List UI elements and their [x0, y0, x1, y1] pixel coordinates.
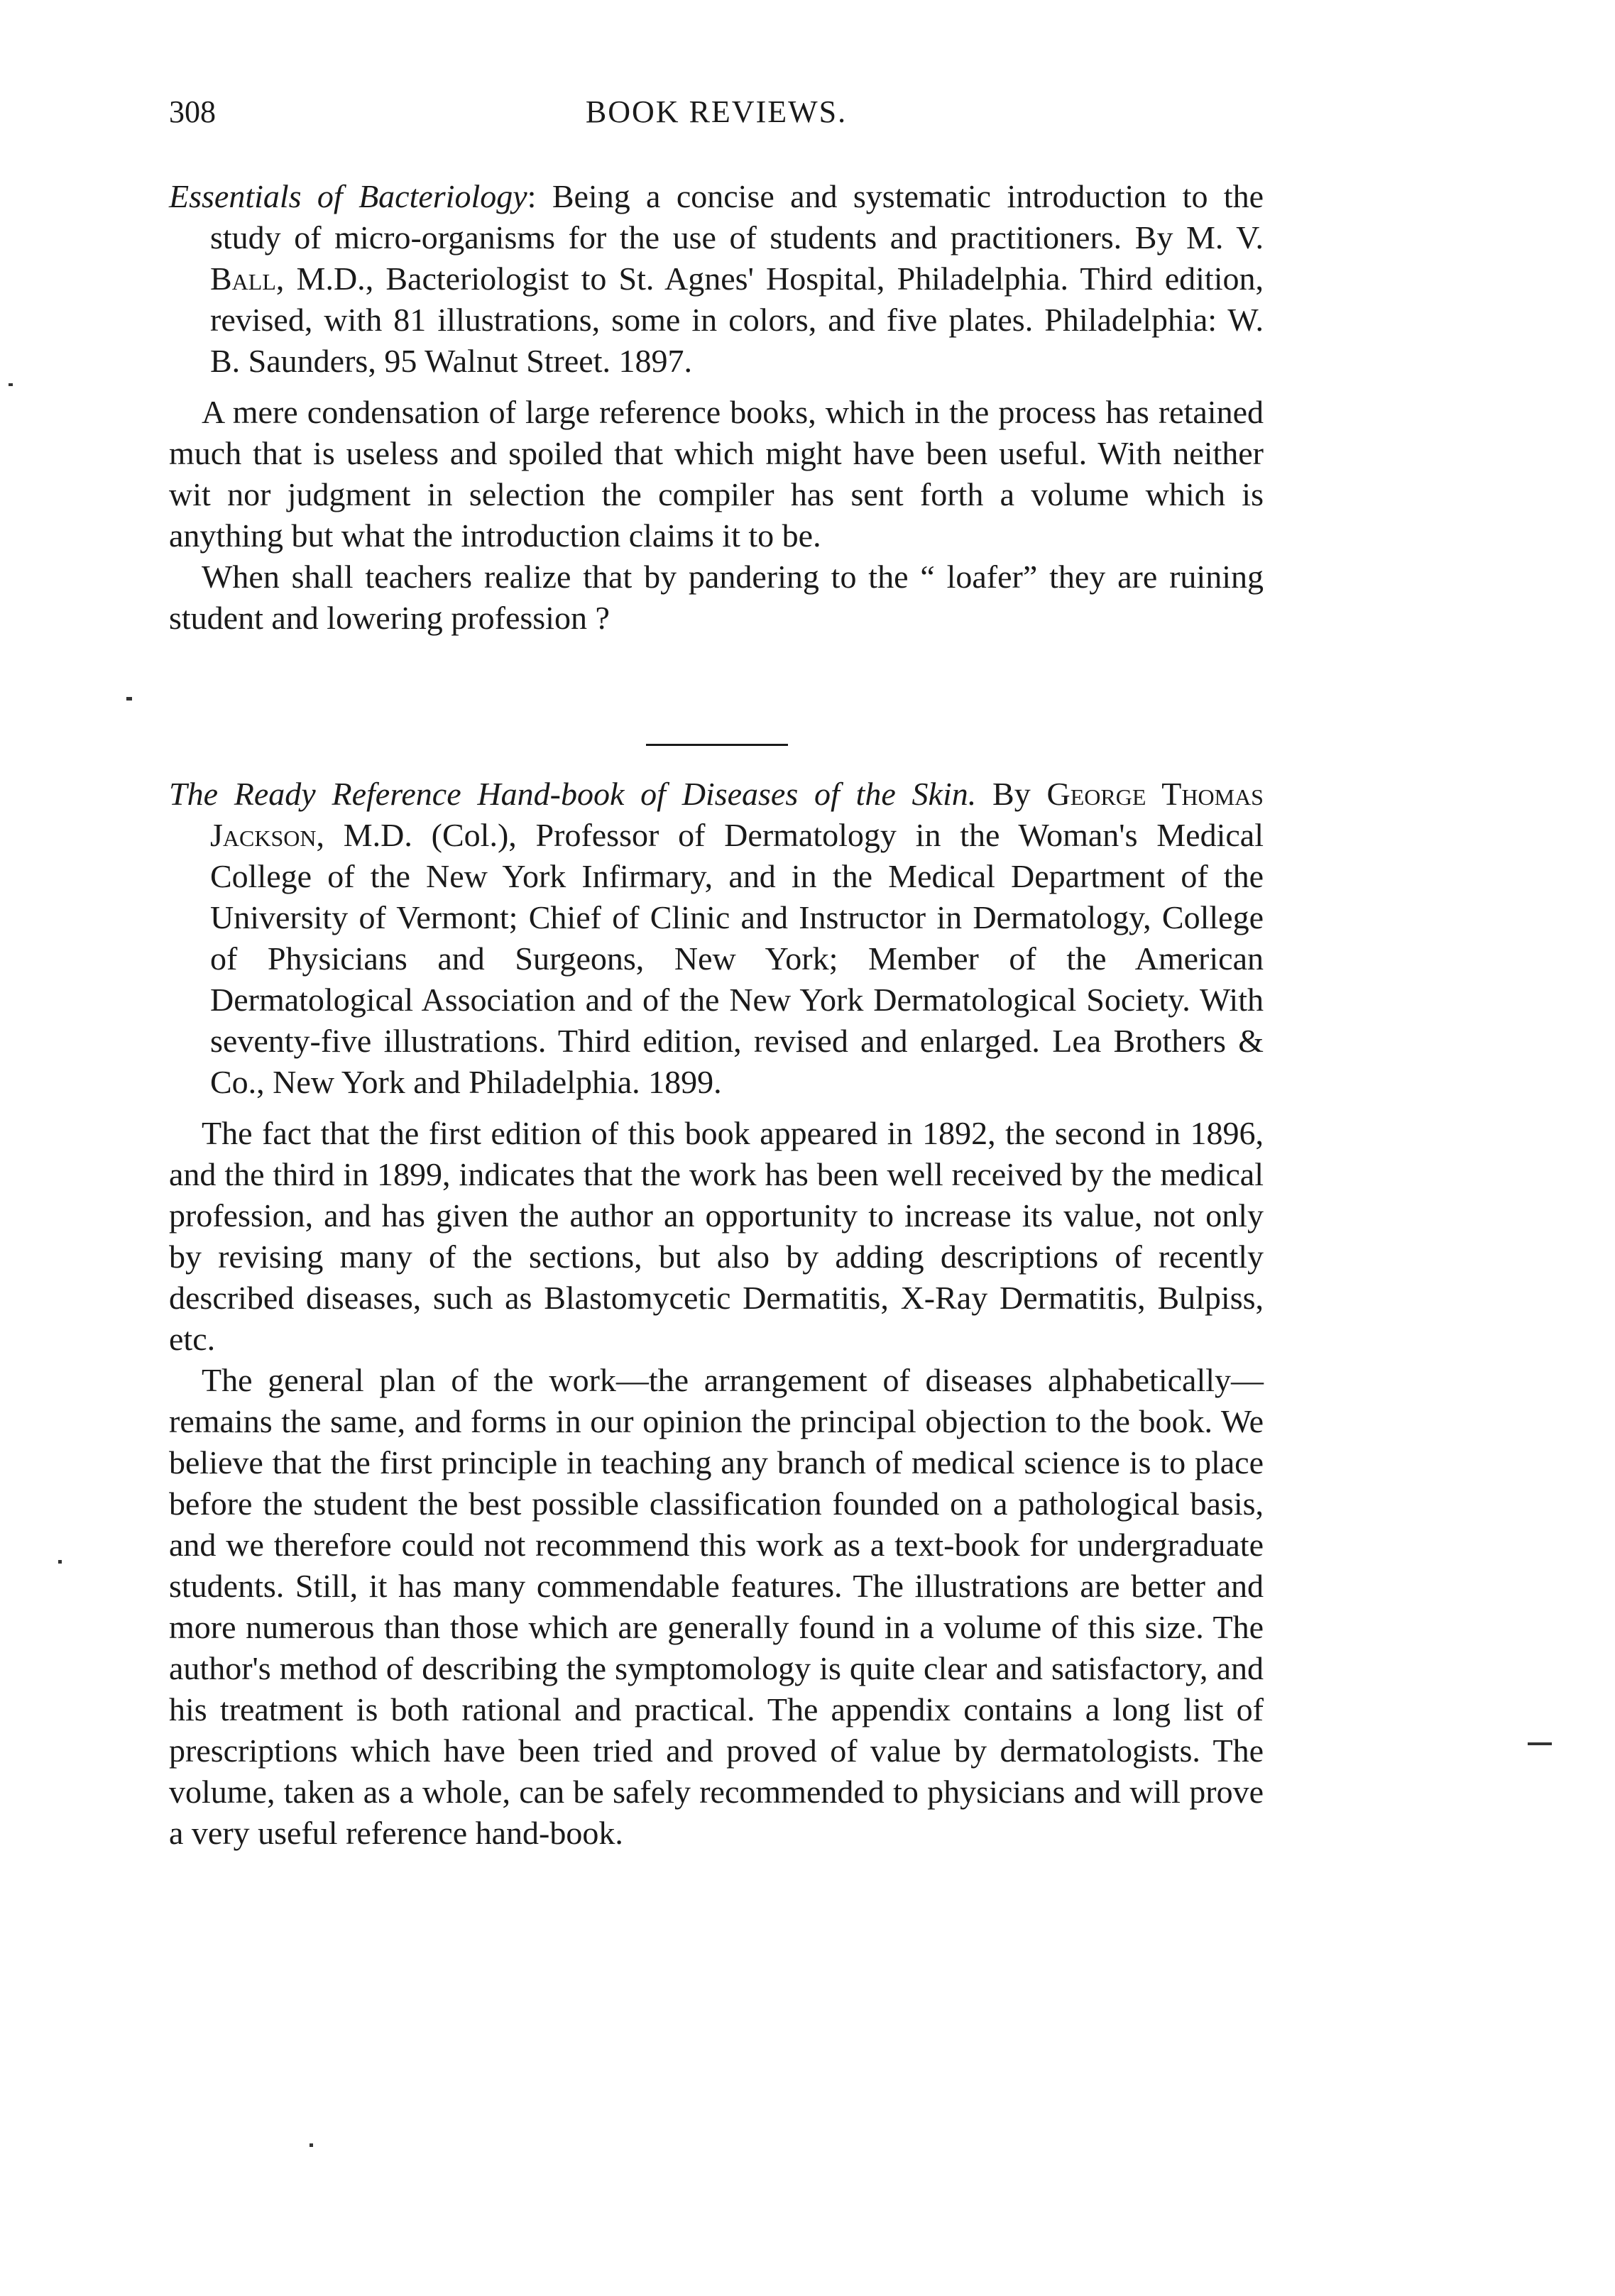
review-paragraph: The general plan of the work—the arrangement of diseases alphabetically—remains the same, and forms in our opinion the principal objection to the book. We believe that the first principle in teaching any branch of medical science is to place before the student the best possible classification founded on a pathological basis, and we therefore could not recommend this work as a text-book for undergraduate students. Still, it has many commendable features. The illustrations are better and more numerous than those which are generally found in a volume of this size. The author's method of describing the symptomology is quite clear and satisfactory, and his treatment is both rational and practical. The appendix contains a long list of prescriptions which have been tried and proved of value by dermatologists. The volume, taken as a whole, can be safely recommended to physicians and will prove a very useful reference hand-book.: [169, 1362, 1264, 1851]
scan-speck: [58, 1560, 62, 1564]
scan-speck: [310, 2143, 313, 2147]
heading-text: By: [976, 776, 1047, 812]
review-heading: [169, 774, 1264, 1103]
page-number: 308: [169, 94, 216, 129]
heading-text: , M.D. (Col.), Professor of Dermatology in the Woman's Medical College of the New York Infirmary, and in the Medical Department of the University of Vermont; Chief of Clinic and Instructor in Dermatology, College of Physicians and Surgeons, New York; Member of the American Dermatological Association and of the New York Dermatological Society. With seventy-five illustrations. Third edition, revised and enlarged. Lea Brothers & Co., New York and Philadelphia. 1899.: [210, 817, 1264, 1100]
running-title: BOOK REVIEWS.: [585, 94, 848, 129]
heading-text: : Being a concise and systematic introduction to the study of micro-organisms for the use of students and practitioners. By: [210, 178, 1264, 256]
margin-dash: [1528, 1742, 1552, 1745]
book-title: Essentials of Bacteriology: [169, 178, 527, 214]
review-paragraph: The fact that the first edition of this book appeared in 1892, the second in 1896, and the third in 1899, indicates that the work has been well received by the medical profession, and has given the author an opportunity to increase its value, not only by revising many of the sections, but also by adding descriptions of recently described diseases, such as Blastomycetic Dermatitis, X-Ray Dermatitis, Bulpiss, etc.: [169, 1115, 1264, 1357]
review-heading: [169, 176, 1264, 382]
heading-text: , Bacteriologist to St. Agnes' Hospital, Philadelphia. Third edition, revised, with 81 illustrations, some in colors, and five plates. Philadelphia: W. B. Saunders, 95 Walnut Street. 1897.: [210, 260, 1264, 379]
scan-speck: [9, 383, 13, 386]
scan-speck: [126, 697, 132, 701]
book-title: The Ready Reference Hand-book of Diseases of the Skin.: [169, 776, 977, 812]
running-head: [169, 91, 1264, 133]
book-author: M. V. Ball, M.D.: [210, 219, 1264, 297]
review-paragraph: When shall teachers realize that by pandering to the “ loafer” they are ruining student and lowering profession ?: [169, 559, 1264, 636]
review-diseases-of-the-skin: [169, 774, 1264, 1854]
book-author: George Thomas Jackson: [210, 776, 1264, 853]
review-paragraph: A mere condensation of large reference books, which in the process has retained much that is useless and spoiled that which might have been useful. With neither wit nor judgment in selection the compiler has sent forth a volume which is anything but what the introduction claims it to be.: [169, 394, 1264, 554]
review-essentials-of-bacteriology: [169, 176, 1264, 639]
section-divider: [646, 744, 788, 746]
